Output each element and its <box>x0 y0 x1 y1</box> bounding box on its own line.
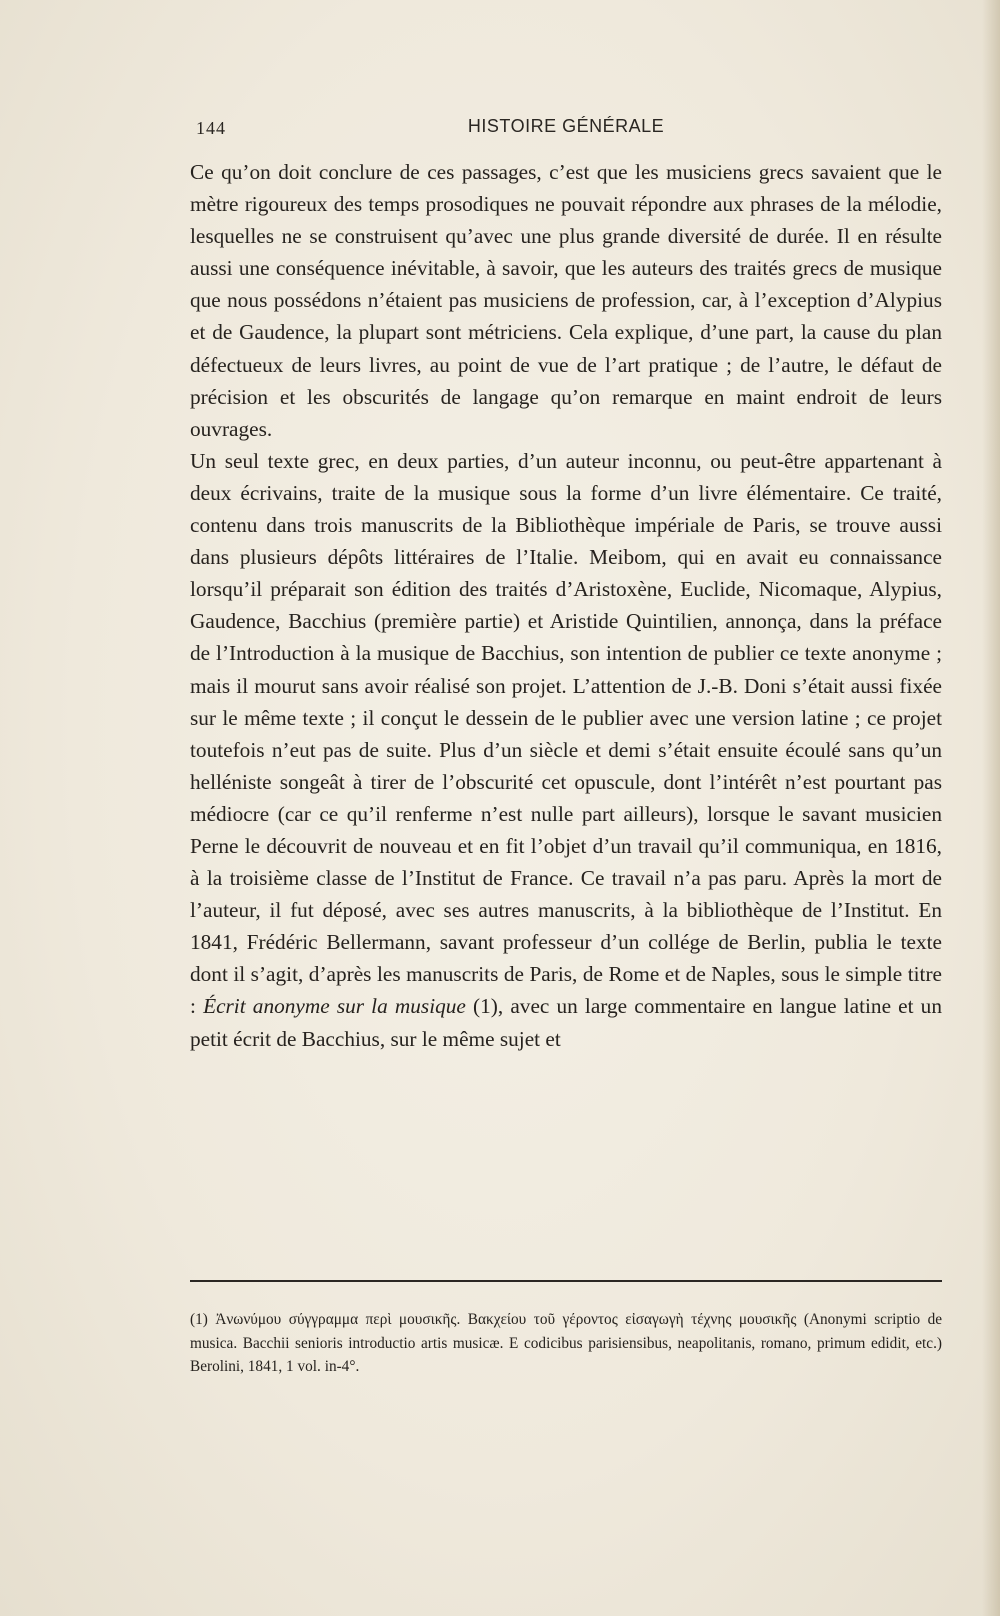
work-title: Écrit anonyme sur la musique <box>203 994 466 1019</box>
footnote-marker: (1) <box>190 1311 208 1328</box>
footnote <box>190 1308 942 1379</box>
page-header <box>196 114 936 144</box>
running-title: HISTOIRE GÉNÉRALE <box>467 116 665 136</box>
paragraph-2-text-after: (1), avec un large commentaire en langue latine et un petit écrit de Bacchius, sur le même sujet et <box>190 994 942 1051</box>
paragraph-1: Ce qu’on doit conclure de ces passages, c’est que les musiciens grecs savaient que le mètre rigoureux des temps prosodiques ne pouvait répondre aux phrases de la mélodie, lesquelles ne se construisent qu’avec une plus grande diversité de durée. Il en résulte aussi une conséquence inévitable, à savoir, que les auteurs des traités grecs de musique que nous possédons n’étaient pas musiciens de profession, car, à l’exception d’Alypius et de Gaudence, la plupart sont métriciens. Cela explique, d’une part, la cause du plan défectueux de leurs livres, au point de vue de l’art pratique ; de l’autre, le défaut de précision et les obscurités de langage qu’on remarque en maint endroit de leurs ouvrages. <box>190 160 942 441</box>
footnote-latin-title: (Anonymi scriptio de musica. Bacchii senioris introductio artis musicæ. E codicibus parisiensibus, neapolitanis, romano, primum edidit, etc.) Berolini, 1841, 1 vol. in-4°. <box>190 1311 943 1375</box>
footnote-divider <box>190 1280 942 1282</box>
paragraph-2 <box>190 445 942 1055</box>
paragraph-2-text-before: Un seul texte grec, en deux parties, d’un auteur inconnu, ou peut-être appartenant à deux écrivains, traite de la musique sous la forme d’un livre élémentaire. Ce traité, contenu dans trois manuscrits de la Bibliothèque impériale de Paris, se trouve aussi dans plusieurs dépôts littéraires de l’Italie. Meibom, qui en avait eu connaissance lorsqu’il préparait son édition des traités d’Aristoxène, Euclide, Nicomaque, Alypius, Gaudence, Bacchius (première partie) et Aristide Quintilien, annonça, dans la préface de l’Introduction à la musique de Bacchius, son intention de publier ce texte anonyme ; mais il mourut sans avoir réalisé son projet. L’attention de J.-B. Doni s’était aussi fixée sur le même texte ; il conçut le dessein de le publier avec une version latine ; ce projet toutefois n’eut pas de suite. Plus d’un siècle et demi s’était ensuite écoulé sans qu’un helléniste songeât à tirer de l’obscurité cet opuscule, dont l’intérêt n’est pourtant pas médiocre (car ce qu’il renferme n’est nulle part ailleurs), lorsque le savant musicien Perne le découvrit de nouveau et en fit l’objet d’un travail qu’il communiqua, en 1816, à la troisième classe de l’Institut de France. Ce travail n’a pas paru. Après la mort de l’auteur, il fut déposé, avec ses autres manuscrits, à la bibliothèque de l’Institut. En 1841, Frédéric Bellermann, savant professeur d’un collége de Berlin, publia le texte dont il s’agit, d’après les manuscrits de Paris, de Rome et de Naples, sous le simple titre : <box>190 448 942 1019</box>
page-edge-shadow <box>982 0 1000 1616</box>
footnote-greek-title: Ἀνωνύμου σύγγραμμα περὶ μουσικῆς. Βακχείου τοῦ γέροντος εἰσαγωγὴ τέχνης μουσικῆς <box>215 1311 797 1328</box>
page-number: 144 <box>196 118 226 138</box>
body-text <box>190 156 942 1055</box>
